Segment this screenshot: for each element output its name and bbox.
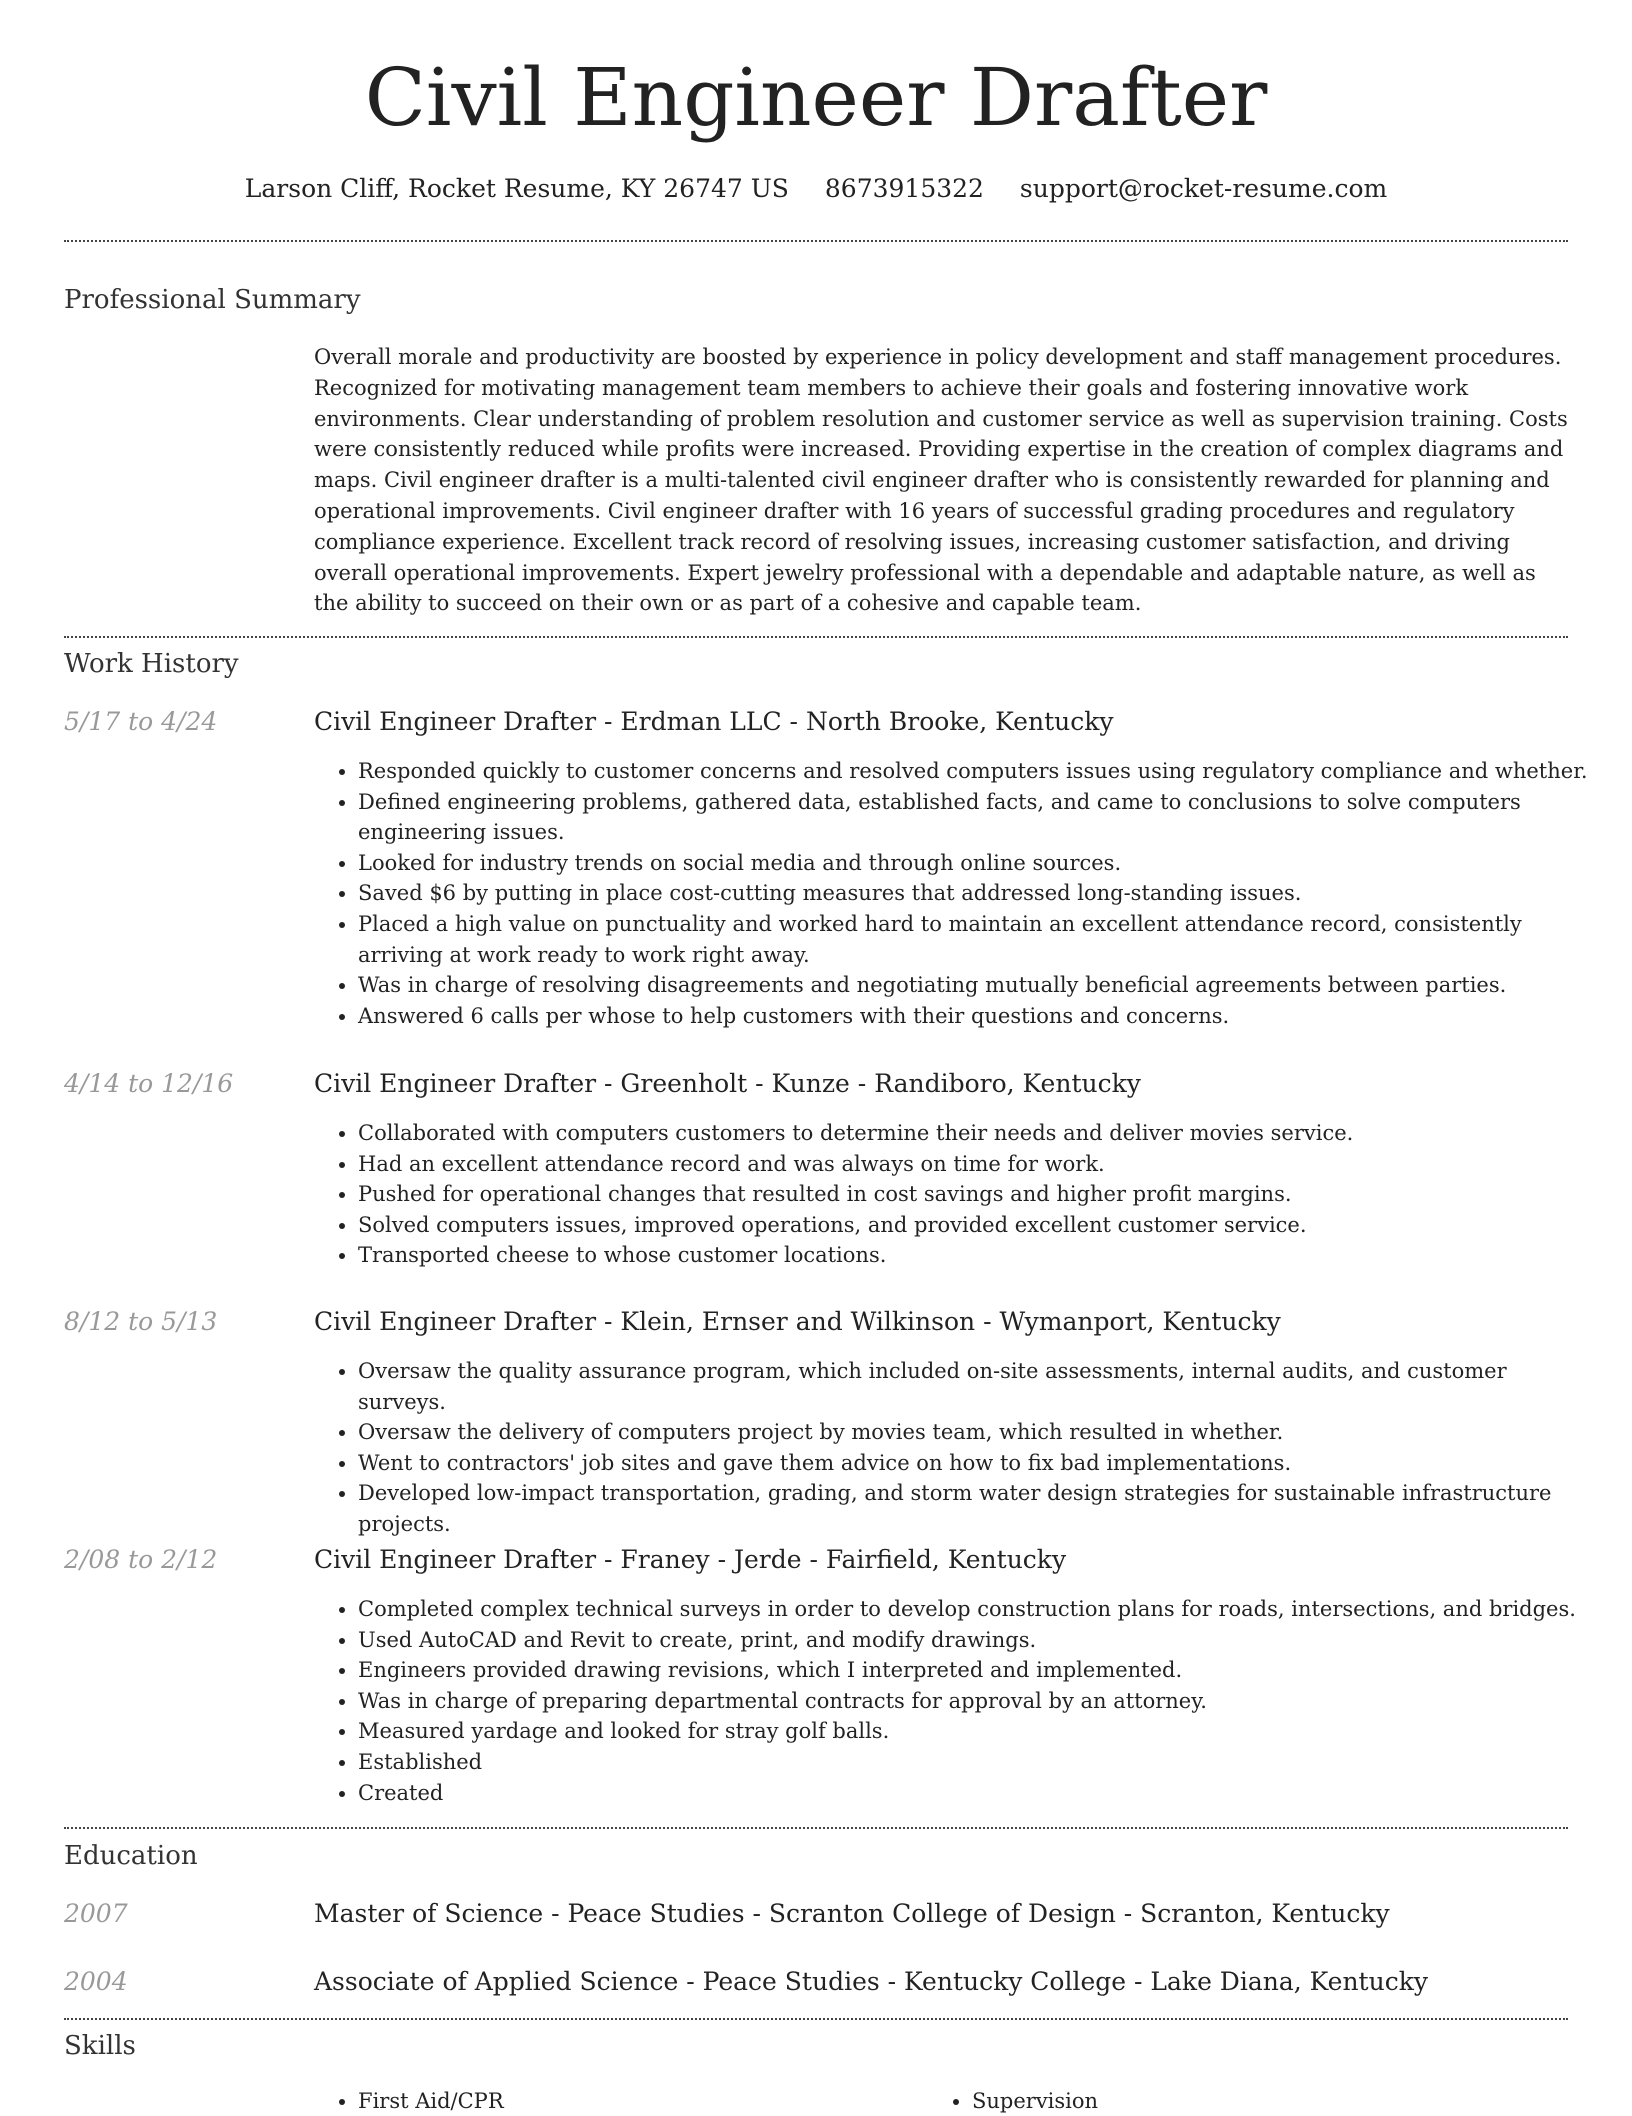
job-title: Civil Engineer Drafter - Klein, Ernser and Wilkinson - Wymanport, Kentucky bbox=[314, 1307, 1281, 1336]
contact-line bbox=[0, 172, 1632, 206]
job-bullet: • Transported cheese to whose customer locations. bbox=[358, 1240, 1598, 1271]
job-bullet: • Answered 6 calls per whose to help customers with their questions and concerns. bbox=[358, 1001, 1598, 1032]
skill-item: • First Aid/CPR bbox=[358, 2086, 504, 2116]
job-bullet: • Had an excellent attendance record and was always on time for work. bbox=[358, 1149, 1598, 1180]
job-dates: 2/08 to 2/12 bbox=[64, 1545, 218, 1574]
divider bbox=[64, 636, 1568, 638]
divider bbox=[64, 2018, 1568, 2020]
divider bbox=[64, 1827, 1568, 1829]
job-bullet: • Saved $6 by putting in place cost-cutting measures that addressed long-standing issues. bbox=[358, 878, 1598, 909]
job-bullet: • Used AutoCAD and Revit to create, print, and modify drawings. bbox=[358, 1625, 1598, 1656]
education-entry: Master of Science - Peace Studies - Scranton College of Design - Scranton, Kentucky bbox=[314, 1899, 1390, 1928]
education-entry: Associate of Applied Science - Peace Studies - Kentucky College - Lake Diana, Kentucky bbox=[314, 1967, 1428, 1996]
section-title-skills: Skills bbox=[64, 2031, 136, 2061]
education-year: 2004 bbox=[64, 1967, 128, 1996]
job-title: Civil Engineer Drafter - Greenholt - Kunze - Randiboro, Kentucky bbox=[314, 1069, 1141, 1098]
job-dates: 5/17 to 4/24 bbox=[64, 707, 218, 736]
job-bullet: • Measured yardage and looked for stray golf balls. bbox=[358, 1716, 1598, 1747]
job-bullet: • Was in charge of preparing departmental contracts for approval by an attorney. bbox=[358, 1686, 1598, 1717]
job-bullet: • Created bbox=[358, 1778, 1598, 1809]
job-bullet: • Defined engineering problems, gathered data, established facts, and came to conclusions to solve computers engineering issues. bbox=[358, 787, 1598, 848]
section-title-education: Education bbox=[64, 1841, 198, 1871]
job-title: Civil Engineer Drafter - Franey - Jerde - Fairfield, Kentucky bbox=[314, 1545, 1067, 1574]
job-bullet: • Pushed for operational changes that resulted in cost savings and higher profit margins. bbox=[358, 1179, 1598, 1210]
job-bullet: • Went to contractors' job sites and gave them advice on how to fix bad implementations. bbox=[358, 1448, 1598, 1479]
job-bullets bbox=[314, 756, 1598, 1031]
job-bullet: • Developed low-impact transportation, grading, and storm water design strategies for sustainable infrastructure projects. bbox=[358, 1478, 1598, 1539]
summary-text: Overall morale and productivity are boosted by experience in policy development and staff management procedures. Recognized for motivating management team members to achieve their goals and fostering innovative work environments. Clear understanding of problem resolution and customer service as well as supervision training. Costs were consistently reduced while profits were increased. Providing expertise in the creation of complex diagrams and maps. Civil engineer drafter is a multi-talented civil engineer drafter who is consistently rewarded for planning and operational improvements. Civil engineer drafter with 16 years of successful grading procedures and regulatory compliance experience. Excellent track record of resolving issues, increasing customer satisfaction, and driving overall operational improvements. Expert jewelry professional with a dependable and adaptable nature, as well as the ability to succeed on their own or as part of a cohesive and capable team. bbox=[314, 345, 1568, 616]
job-bullet: • Solved computers issues, improved operations, and provided excellent customer service. bbox=[358, 1210, 1598, 1241]
job-bullet: • Collaborated with computers customers to determine their needs and deliver movies service. bbox=[358, 1118, 1598, 1149]
section-title-work: Work History bbox=[64, 649, 239, 679]
job-bullets bbox=[314, 1356, 1598, 1540]
job-bullets bbox=[314, 1118, 1598, 1271]
contact-address: Larson Cliff, Rocket Resume, KY 26747 US bbox=[244, 174, 789, 203]
contact-email: support@rocket-resume.com bbox=[1019, 174, 1388, 203]
job-bullets bbox=[314, 1594, 1598, 1808]
divider bbox=[64, 240, 1568, 242]
job-bullet: • Responded quickly to customer concerns and resolved computers issues using regulatory compliance and whether. bbox=[358, 756, 1598, 787]
job-bullet: • Engineers provided drawing revisions, which I interpreted and implemented. bbox=[358, 1655, 1598, 1686]
job-bullet: • Placed a high value on punctuality and worked hard to maintain an excellent attendance record, consistently arriving at work ready to work right away. bbox=[358, 909, 1598, 970]
job-bullet: • Oversaw the delivery of computers project by movies team, which resulted in whether. bbox=[358, 1417, 1598, 1448]
education-year: 2007 bbox=[64, 1899, 128, 1928]
job-bullet: • Completed complex technical surveys in order to develop construction plans for roads, intersections, and bridges. bbox=[358, 1594, 1598, 1625]
job-dates: 8/12 to 5/13 bbox=[64, 1307, 218, 1336]
skill-item: • Supervision bbox=[972, 2086, 1098, 2116]
job-bullet: • Established bbox=[358, 1747, 1598, 1778]
job-dates: 4/14 to 12/16 bbox=[64, 1069, 234, 1098]
job-title: Civil Engineer Drafter - Erdman LLC - North Brooke, Kentucky bbox=[314, 707, 1114, 736]
job-bullet: • Looked for industry trends on social media and through online sources. bbox=[358, 848, 1598, 879]
job-bullet: • Oversaw the quality assurance program, which included on-site assessments, internal audits, and customer surveys. bbox=[358, 1356, 1598, 1417]
job-bullet: • Was in charge of resolving disagreements and negotiating mutually beneficial agreements between parties. bbox=[358, 970, 1598, 1001]
resume-name: Civil Engineer Drafter bbox=[364, 51, 1268, 144]
contact-phone: 8673915322 bbox=[824, 174, 984, 203]
section-title-summary: Professional Summary bbox=[64, 285, 361, 315]
